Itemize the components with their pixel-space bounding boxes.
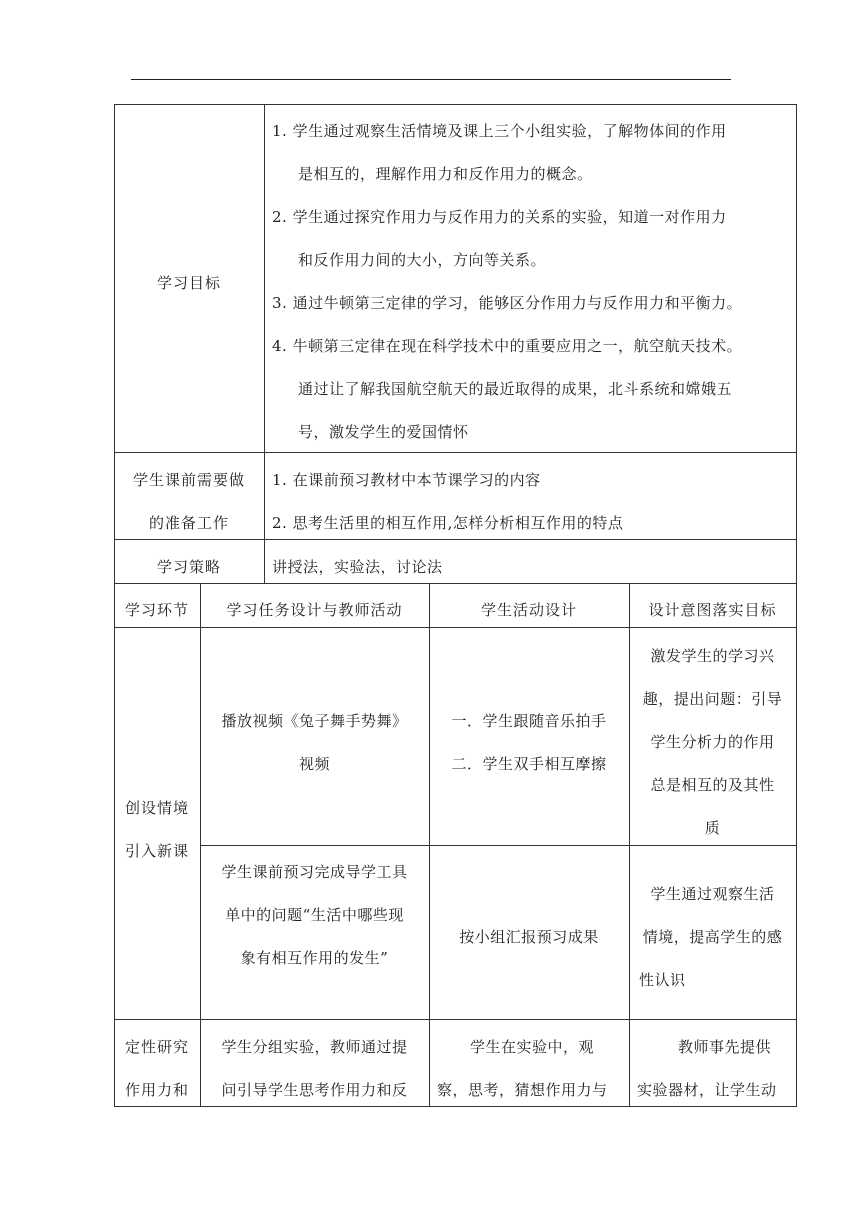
header-student-activity: 学生活动设计 bbox=[480, 601, 577, 619]
design-intent-line: 激发学生的学习兴 bbox=[650, 647, 775, 665]
stage-1-line1: 创设情境 bbox=[124, 799, 189, 817]
objective-line: 和反作用力间的大小，方向等关系。 bbox=[298, 251, 547, 269]
objective-line: 号，激发学生的爱国情怀 bbox=[298, 423, 469, 441]
teacher-activity-line: 问引导学生思考作用力和反 bbox=[221, 1081, 408, 1099]
row-divider bbox=[114, 1019, 797, 1020]
column-divider bbox=[429, 583, 430, 1106]
teacher-activity-line: 象有相互作用的发生” bbox=[240, 949, 389, 967]
header-teacher-activity: 学习任务设计与教师活动 bbox=[226, 601, 403, 619]
teacher-activity-line: 播放视频《兔子舞手势舞》 bbox=[221, 712, 408, 730]
strategy-label: 学习策略 bbox=[156, 558, 221, 576]
objective-line: 2. 学生通过探究作用力与反作用力的关系的实验，知道一对作用力 bbox=[272, 208, 727, 226]
preparation-item: 2. 思考生活里的相互作用,怎样分析相互作用的特点 bbox=[272, 514, 624, 532]
objective-line: 4. 牛顿第三定律在现在科学技术中的重要应用之一，航空航天技术。 bbox=[272, 337, 743, 355]
student-activity-line: 察，思考，猜想作用力与 bbox=[437, 1081, 608, 1099]
header-rule bbox=[131, 79, 731, 80]
teacher-activity-line: 学生分组实验，教师通过提 bbox=[221, 1038, 408, 1056]
design-intent-line: 教师事先提供 bbox=[678, 1038, 772, 1056]
student-activity-line: 按小组汇报预习成果 bbox=[459, 928, 599, 946]
teacher-activity-line: 视频 bbox=[298, 755, 330, 773]
stage-2-line2: 作用力和 bbox=[124, 1081, 189, 1099]
column-divider bbox=[264, 104, 265, 583]
student-activity-line: 学生在实验中，观 bbox=[470, 1038, 595, 1056]
design-intent-line: 总是相互的及其性 bbox=[650, 776, 775, 794]
preparation-label-line2: 的准备工作 bbox=[148, 514, 229, 532]
design-intent-line: 情境，提高学生的感 bbox=[642, 928, 783, 946]
objective-line: 是相互的，理解作用力和反作用力的概念。 bbox=[298, 165, 593, 183]
header-design-intent: 设计意图落实目标 bbox=[648, 601, 777, 619]
objective-line: 通过让了解我国航空航天的最近取得的成果，北斗系统和嫦娥五 bbox=[298, 380, 733, 398]
stage-1-line2: 引入新课 bbox=[124, 842, 189, 860]
stage-2-line1: 定性研究 bbox=[124, 1038, 189, 1056]
strategy-value: 讲授法，实验法，讨论法 bbox=[272, 558, 443, 576]
preparation-item: 1. 在课前预习教材中本节课学习的内容 bbox=[272, 471, 541, 489]
header-stage: 学习环节 bbox=[124, 601, 189, 619]
design-intent-line: 学生通过观察生活 bbox=[650, 885, 775, 903]
design-intent-line: 质 bbox=[704, 819, 721, 837]
objective-line: 1. 学生通过观察生活情境及课上三个小组实验，了解物体间的作用 bbox=[272, 122, 727, 140]
table-border-right bbox=[796, 104, 797, 1106]
design-intent-line: 性认识 bbox=[639, 971, 686, 989]
design-intent-line: 趣，提出问题：引导 bbox=[642, 690, 783, 708]
table-border-top bbox=[114, 104, 797, 105]
objectives-label: 学习目标 bbox=[156, 274, 221, 292]
teacher-activity-line: 单中的问题“生活中哪些现 bbox=[225, 906, 404, 924]
student-activity-line: 二．学生双手相互摩擦 bbox=[451, 755, 607, 773]
preparation-label-line1: 学生课前需要做 bbox=[132, 471, 245, 489]
objective-line: 3. 通过牛顿第三定律的学习，能够区分作用力与反作用力和平衡力。 bbox=[272, 294, 743, 312]
design-intent-line: 实验器材，让学生动 bbox=[637, 1081, 777, 1099]
teacher-activity-line: 学生课前预习完成导学工具 bbox=[221, 863, 408, 881]
design-intent-line: 学生分析力的作用 bbox=[650, 733, 775, 751]
student-activity-line: 一．学生跟随音乐拍手 bbox=[451, 712, 607, 730]
